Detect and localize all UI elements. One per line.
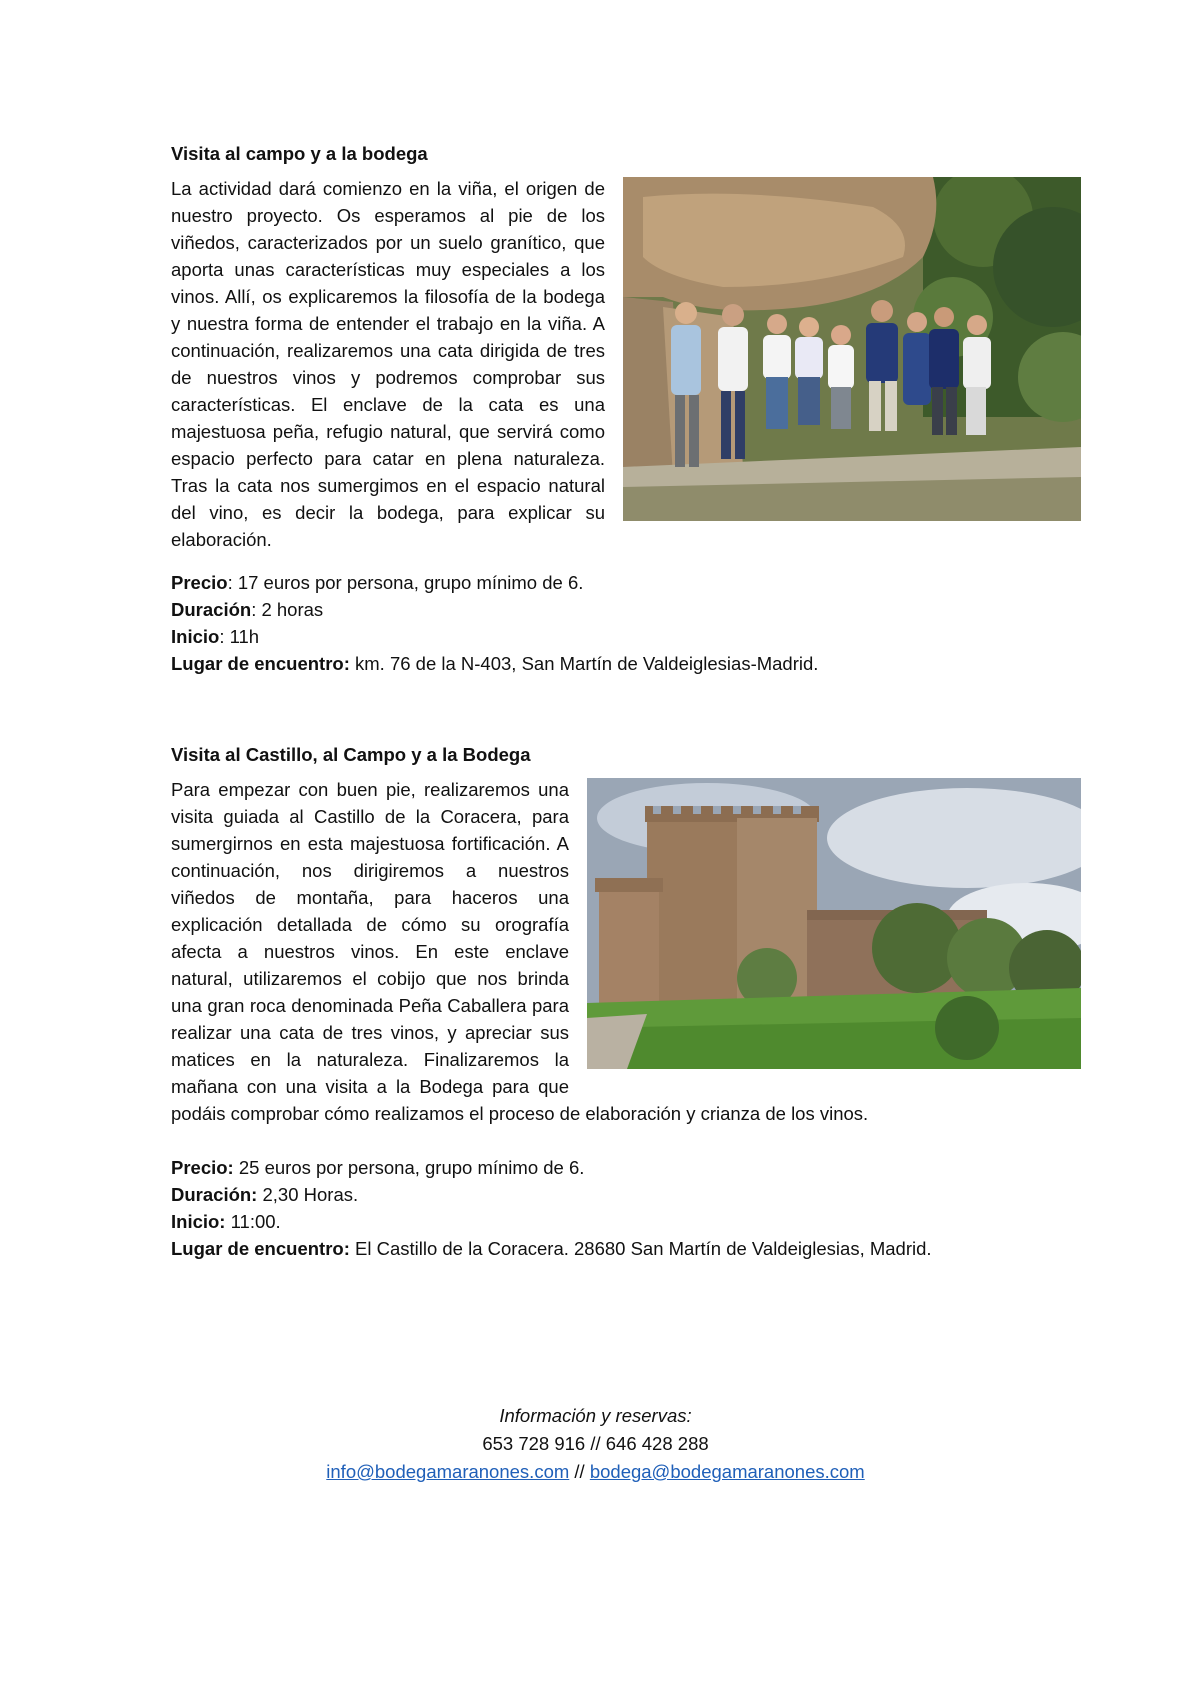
facts-list [171,1154,1081,1262]
contact-emails [0,1458,1191,1486]
section-body: Para empezar con buen pie, realizaremos una visita guiada al Castillo de la Coracera, para sumergirnos en esta majestuosa fortificación. A continuación, nos dirigiremos a nuestros viñedos de montaña, para haceros una explicación detallada de cómo su orografía afecta a nuestros vinos. En este enclave natural, utilizaremos el cobijo que nos brinda una gran roca denominada Peña Caballera para realizar una cata de tres vinos, y apreciar sus matices en la naturaleza. Finalizaremos la mañana con una visita a la Bodega para que podáis comprobar cómo realizamos el proceso de elaboración y crianza de los vinos. [171,779,869,1124]
fact-start: Inicio: 11:00. [171,1211,281,1232]
facts-list [171,569,1081,677]
castle-photo [587,778,1081,1069]
fact-price: Precio: 17 euros por persona, grupo mínimo de 6. [171,572,584,593]
group-photo-under-rock [623,177,1081,521]
fact-start: Inicio: 11h [171,626,260,647]
fact-price: Precio: 25 euros por persona, grupo mínimo de 6. [171,1157,585,1178]
email-link-info[interactable]: info@bodegamaranones.com [326,1461,570,1482]
fact-meeting-point: Lugar de encuentro: El Castillo de la Coracera. 28680 San Martín de Valdeiglesias, Madrid. [171,1238,932,1259]
contact-intro: Información y reservas: [499,1405,692,1426]
email-separator: // [574,1461,585,1482]
contact-phones: 653 728 916 // 646 428 288 [482,1433,709,1454]
fact-duration: Duración: 2,30 Horas. [171,1184,359,1205]
contact-footer [0,1402,1191,1486]
section-castillo-campo-bodega [171,741,1081,1262]
section-body: La actividad dará comienzo en la viña, el origen de nuestro proyecto. Os esperamos al pie de los viñedos, caracterizados por un suelo granítico, que aporta unas características muy especiales a los vinos. Allí, os explicaremos la filosofía de la bodega y nuestra forma de entender el trabajo en la viña. A continuación, realizaremos una cata dirigida de tres de nuestros vinos y podremos comprobar sus características. El enclave de la cata es una majestuosa peña, refugio natural, que servirá como espacio perfecto para catar en plena naturaleza. Tras la cata nos sumergimos en el espacio natural del vino, es decir la bodega, para explicar su elaboración. [171,178,605,550]
fact-meeting-point: Lugar de encuentro: km. 76 de la N-403, San Martín de Valdeiglesias-Madrid. [171,653,819,674]
section-title: Visita al campo y a la bodega [171,143,428,164]
document-page [171,140,1081,1262]
section-title: Visita al Castillo, al Campo y a la Bodega [171,744,531,765]
section-campo-bodega [171,140,1081,677]
fact-duration: Duración: 2 horas [171,599,324,620]
email-link-bodega[interactable]: bodega@bodegamaranones.com [589,1461,865,1482]
